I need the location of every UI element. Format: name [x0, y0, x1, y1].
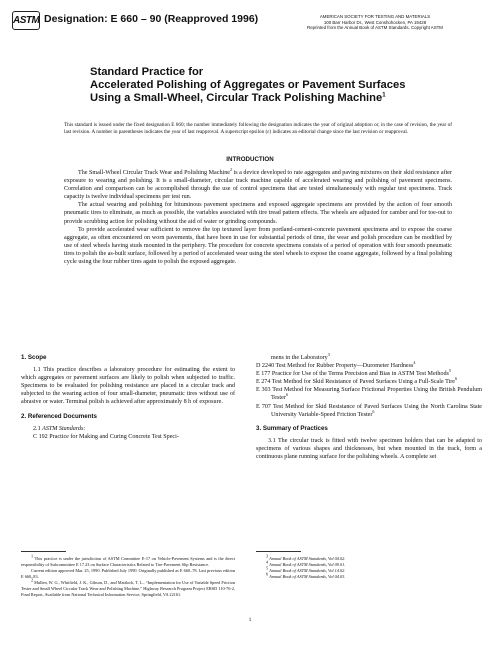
title-line: Standard Practice for: [90, 66, 204, 78]
footnote: $^3$ Annual Book of ASTM Standards, Vol 04.02.: [266, 553, 346, 561]
references-subheading: 2.1 ASTM Standards:: [33, 425, 86, 432]
intro-paragraph: To provide accelerated wear sufficient to remove the top textured layer from portland-cement-concrete pavement specimens and to expose the coarse aggregate, as often encountered on worn pavements, that have been in use for substantial periods of time, the wear and polish procedure can be modified by use of steel wheels having studs mounted in the periphery. The procedure for concrete specimens consists of a period of operation with four smooth pneumatic tires to polish the as-built surface, followed by a period of accelerated wear using the steel wheels to expose the coarse aggregate, followed by a final polishing cycle using the four rubber tires again to polish the exposed aggregate.: [64, 226, 452, 266]
footnote: $^2$ Mullen, W. G., Whitfield, J. K., Gibson, D., and Mattlock, T. L., “Implementation for Use of Variable Speed Friction Tester and Small Wheel Circular Track Wear and Polishing Machine,” Highway Research Program Project ERSD 110-76-2, Final Report, Available from National Technical Information Service, Springfield, VA 22161.: [21, 577, 235, 597]
reference-d2240: D 2240 Test Method for Rubber Property—Durometer Hardness$^4$: [256, 360, 416, 370]
society-line: 100 Barr Harbor Dr., West Conshohocken, PA 19428: [323, 19, 427, 25]
society-info: [265, 14, 485, 31]
section-heading-summary: 3. Summary of Practices: [256, 424, 328, 432]
scope-paragraph: 1.1 This practice describes a laboratory procedure for estimating the extent to which aggregates or pavement surfaces are likely to polish when subjected to traffic. Specimens to be evaluated for polishing resistance are placed in a circular track and subjected to the wearing action of four small-diameter, pneumatic tires without use of abrasive or water. Terminal polish is achieved after approximately 8 h of exposure.: [21, 367, 235, 406]
footnotes-left: [21, 553, 235, 598]
society-line: AMERICAN SOCIETY FOR TESTING AND MATERIALS: [319, 14, 431, 19]
reference-c192-cont: mens in the Laboratory$^3$: [271, 351, 330, 361]
title-line: Accelerated Polishing of Aggregates or Pavement Surfaces: [90, 78, 406, 91]
reference-e274: E 274 Test Method for Skid Resistance of Paved Surfaces Using a Full-Scale Tire$^6$: [256, 376, 458, 386]
section-heading-references: 2. Referenced Documents: [21, 412, 97, 420]
footnote-divider: [21, 551, 66, 552]
document-title: [90, 66, 420, 104]
footnotes-right: [256, 553, 456, 580]
designation: Designation: E 660 – 90 (Reapproved 1996): [44, 13, 259, 25]
page-number: 1: [248, 617, 252, 623]
footnote-ref: 1: [382, 91, 386, 98]
left-column: [21, 354, 235, 441]
reference-e303: E 303 Test Method for Measuring Surface Frictional Properties Using the British Pendulum Tester$^6$: [256, 387, 482, 402]
intro-paragraph: The Small-Wheel Circular Track Wear and Polishing Machine$^2$ is a device developed to rate aggregates and paving mixtures on their skid resistance after exposure to wearing and polishing. It is a small-diameter, circular track machine capable of accelerated wearing and polishing of pavement specimens. Correlation and comparison can be accomplished through the use of control specimens that are tested simultaneously with regular test specimens. Track capacity is twelve individual specimens per test run.: [64, 166, 452, 201]
title-line: Using a Small-Wheel, Circular Track Polishing Machine$^1$: [90, 91, 386, 104]
intro-paragraph: The actual wearing and polishing for bituminous pavement specimens and exposed aggregate specimens are provided by the action of four smooth pneumatic tires to eliminate, as much as possible, the variables associated with tire tread pattern effects. The wheels are adjusted for camber and for toe-out to provide scrubbing action for polishing without the aid of water or grinding compounds.: [64, 202, 452, 225]
introduction-heading: INTRODUCTION: [226, 156, 274, 163]
reference-e177: E 177 Practice for Use of the Terms Precision and Bias in ASTM Test Methods$^5$: [256, 368, 451, 378]
section-heading-scope: 1. Scope: [21, 354, 47, 361]
introduction-body: [64, 166, 452, 266]
reference-e707: E 707 Test Method for Skid Resistance of Paved Surfaces Using the North Carolina State University Variable-Speed Friction Tester$^6$: [256, 403, 482, 418]
footnote: Current edition approved Mar. 25, 1990. Published July 1990. Originally published as E 660–78. Last previous edition E 660–83.: [21, 568, 235, 579]
footnote: $^4$ Annual Book of ASTM Standards, Vol 09.01.: [266, 559, 346, 567]
issued-note: This standard is issued under the fixed designation E 660; the number immediately following the designation indicates the year of original adoption or, in the case of revision, the year of last revision. A number in parentheses indicates the year of last reapproval. A superscript epsilon (ε) indicates an editorial change since the last revision or reapproval.: [64, 122, 452, 135]
astm-logo: ASTM: [12, 11, 40, 30]
footnote: $^1$ This practice is under the jurisdiction of ASTM Committee E-17 on Vehicle-Pavement Systems and is the direct responsibility of Subcommittee E 17.23 on Surface Characteristics Related to Tire-Pavement Slip Resistance.: [21, 553, 235, 567]
footnote-divider: [256, 551, 301, 552]
right-column: [256, 351, 482, 461]
society-line: Reprinted from the Annual Book of ASTM Standards. Copyright ASTM: [307, 25, 443, 31]
reference-c192: C 192 Practice for Making and Curing Concrete Test Speci-: [33, 433, 179, 440]
footnote: $^6$ Annual Book of ASTM Standards, Vol 04.03.: [266, 571, 346, 579]
footnote: $^5$ Annual Book of ASTM Standards, Vol 14.02.: [266, 565, 346, 573]
summary-paragraph: 3.1 The circular track is fitted with twelve specimen holders that can be adapted to specimens of various shapes and thicknesses, but when mounted in the track, form a continuous plane running surface for the polishing wheels. A complete set: [256, 437, 482, 461]
